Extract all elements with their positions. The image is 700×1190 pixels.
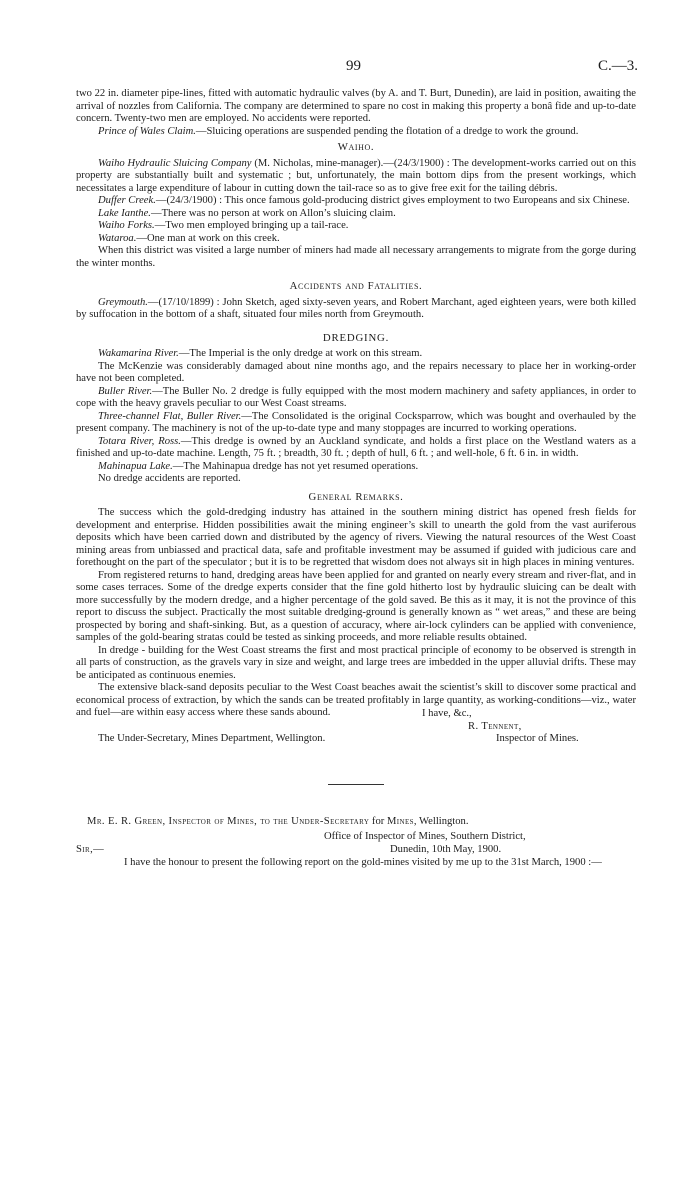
- waiho-paragraph: Waiho Forks.—Two men employed bringing up a tail-race.: [98, 220, 349, 231]
- dredging-paragraph: Buller River.—The Buller No. 2 dredge is fully equipped with the most modern machinery and safety appliances, in order to cope with the heavy gravels peculiar to our West Coast streams.: [76, 385, 637, 409]
- section-divider: [328, 784, 384, 785]
- closing: I have, &c.,: [422, 707, 472, 719]
- general-paragraph: In dredge - building for the West Coast streams the first and most practical principle of economy to be observed is strength in all parts of construction, as the gravels vary in size and weight, and large trees are imbedded in the upper alluvial drifts. These may be anticipated as continuous enemies.: [76, 644, 636, 681]
- intro-paragraph: Prince of Wales Claim.—Sluicing operations are suspended pending the flotation of a dredge to work the ground.: [98, 125, 579, 137]
- document-page: [76, 58, 636, 869]
- signatory-title: Inspector of Mines.: [496, 732, 579, 744]
- waiho-paragraph: When this district was visited a large number of miners had made all necessary arrangements to migrate from the gorge during the winter months.: [76, 245, 636, 269]
- covering-letter: [76, 815, 636, 869]
- waiho-paragraph: Lake Ianthe.—There was no person at work on Allon’s sluicing claim.: [98, 207, 396, 219]
- waiho-paragraph: Wataroa.—One man at work on this creek.: [98, 232, 280, 244]
- intro-paragraph: two 22 in. diameter pipe-lines, fitted with automatic hydraulic valves (by A. and T. Burt, Dunedin), are laid in position, awaiting the arrival of nozzles from California. The company are determined to spare no cost in making this property a bonâ fide and up-to-date concern. Twenty-two men are employed. No accidents were reported.: [76, 88, 636, 124]
- page-number: 99: [346, 58, 361, 74]
- section-heading-waiho: Waiho.: [337, 141, 375, 153]
- dredging-paragraph: No dredge accidents are reported.: [98, 473, 241, 484]
- waiho-paragraph: Waiho Hydraulic Sluicing Company (M. Nicholas, mine-manager).—(24/3/1900) : The development-works carried out on this property are substantially built and systematic ; but, unfortunately, the main bottom dips from the present workings, which necessitates a large expenditure of labour in cutting down the tail-race so as to give free exit for the tailing débris.: [76, 157, 636, 194]
- letter-salutation-row: [76, 843, 636, 856]
- dredging-paragraph: Three-channel Flat, Buller River.—The Consolidated is the original Cocksparrow, which was bought and overhauled by the present company. The machinery is not of the up-to-date type and many stoppages are incurred to working operations.: [76, 410, 637, 434]
- signatory-name: R. Tennent,: [468, 720, 522, 732]
- accidents-paragraph: Greymouth.—(17/10/1899) : John Sketch, aged sixty-seven years, and Robert Marchant, aged eighteen years, were both killed by suffocation in the bottom of a shaft, situated four miles north from Greymouth.: [76, 296, 636, 320]
- general-paragraph: From registered returns to hand, dredging areas have been applied for and granted on nearly every stream and river-flat, and in some cases terraces. Some of the dredge experts consider that the fine gold hitherto lost by hydraulic sluicing can be dealt with more successfully by the modern dredge, and a higher percentage of the gold saved. Be this as it may, it is not the province of this report to discuss the subject. Practically the most suitable dredging-ground is generally known as “ wet areas,” and these are being prospected by boring and shaft-sinking. But, as a question of accuracy, where air-lock cylinders can be applied with convenience, samples of the gold-bearing stratas could be tested as sinking proceeds, and more reliable results obtained.: [76, 569, 636, 643]
- letter-heading: Mr. E. R. Green, Inspector of Mines, to the Under-Secretary for Mines, Wellington.: [87, 815, 469, 827]
- addressee: The Under-Secretary, Mines Department, Wellington.: [98, 732, 326, 744]
- general-paragraph: The extensive black-sand deposits peculiar to the West Coast beaches await the scientist’s skill to discover some practical and economical process of extraction, by which the sands can be treated profitably in large quantity, as working-conditions—viz., water and fuel—are within easy access where these sands abound.: [76, 682, 636, 718]
- document-reference: C.—3.: [597, 58, 638, 74]
- waiho-paragraph: Duffer Creek.—(24/3/1900) : This once famous gold-producing district gives employment to two Europeans and six Chinese.: [98, 195, 630, 206]
- letter-opening: I have the honour to present the following report on the gold-mines visited by me up to the 31st March, 1900 :—: [124, 856, 602, 868]
- dredging-paragraph: The McKenzie was considerably damaged about nine months ago, and the repairs necessary to place her in working-order have not been completed.: [76, 360, 636, 384]
- signature-block: [76, 707, 636, 758]
- general-paragraph: The success which the gold-dredging industry has attained in the southern mining district has opened fresh fields for development and enterprise. Hidden possibilities await the mining engineer’s skill to unearth the gold from the vast auriferous deposits which have been carried down and distributed by the agency of rivers. Viewing the natural resources of the West Coast mining areas from unbiassed and practical data, safe and profitable investment may be assumed if guided with judicious care and forethought on the part of the speculator ; but it is to be regretted that wisdom does not always sit in high places in mining ventures.: [76, 507, 636, 568]
- page-header: [76, 58, 636, 88]
- letter-place-date: Dunedin, 10th May, 1900.: [390, 843, 502, 855]
- section-heading-accidents: Accidents and Fatalities.: [289, 280, 423, 292]
- section-heading-dredging: DREDGING.: [322, 331, 390, 344]
- dredging-paragraph: Wakamarina River.—The Imperial is the only dredge at work on this stream.: [98, 348, 423, 359]
- letter-office-row: [76, 830, 636, 843]
- letter-salutation: Sir,—: [76, 843, 105, 855]
- section-heading-general-remarks: General Remarks.: [308, 490, 404, 503]
- letter-office: Office of Inspector of Mines, Southern District,: [324, 830, 526, 842]
- report-body: [76, 88, 636, 720]
- dredging-paragraph: Totara River, Ross.—This dredge is owned by an Auckland syndicate, and holds a first place on the Westland waters as a finished and up-to-date machine. Length, 75 ft. ; breadth, 30 ft. ; depth of hull, 6 ft. ; and well-hole, 6 ft. 6 in. in width.: [76, 435, 637, 459]
- dredging-paragraph: Mahinapua Lake.—The Mahinapua dredge has not yet resumed operations.: [98, 460, 419, 472]
